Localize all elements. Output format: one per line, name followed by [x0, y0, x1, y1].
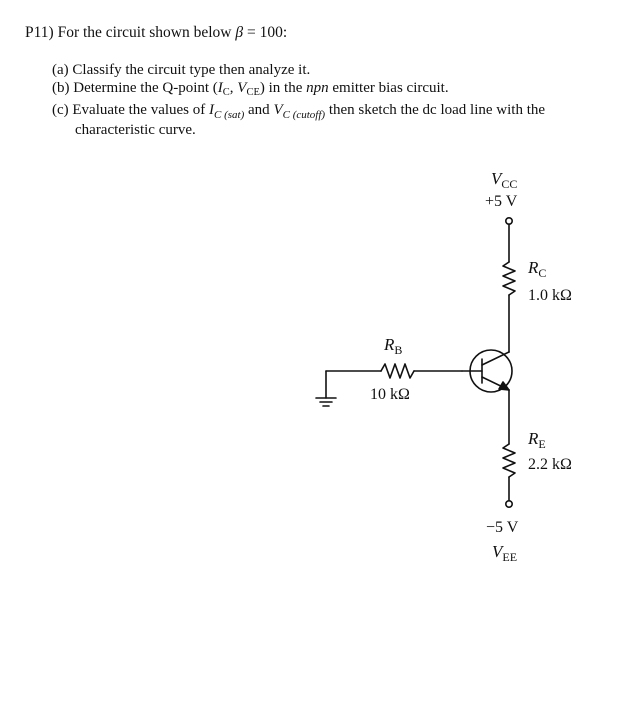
- part-a-text: (a) Classify the circuit type then analyze it.: [52, 62, 311, 78]
- rb-label: $R_B$: [384, 335, 403, 357]
- re-value: 2.2 kΩ: [528, 456, 572, 473]
- vee-value: −5 V: [486, 519, 519, 536]
- collector-lead: [482, 352, 509, 365]
- vcc-label: $V_{CC}$: [491, 169, 518, 191]
- rb-value: 10 kΩ: [370, 386, 410, 403]
- re-resistor: [503, 444, 515, 477]
- problem-title: P11) For the circuit shown below β = 100:: [25, 24, 288, 41]
- part-c-text: (c) Evaluate the values of $I_{C (sat)}$ and $V_{C (cutoff)}$ then sketch the dc load line with the: [52, 102, 546, 121]
- re-label: $R_E$: [528, 429, 546, 451]
- vcc-value: +5 V: [485, 193, 518, 210]
- part-c-text-line2: characteristic curve.: [75, 122, 196, 138]
- part-b-text: (b) Determine the Q-point ($I_C$, $V_{CE}$) in the npn emitter bias circuit.: [52, 80, 449, 98]
- vee-label: $V_{EE}$: [492, 542, 518, 564]
- rc-resistor: [503, 262, 515, 295]
- beta-symbol: β: [235, 24, 244, 41]
- rb-resistor: [381, 364, 414, 378]
- vee-terminal: [506, 501, 512, 507]
- rc-label: $R_C$: [528, 258, 547, 280]
- rc-value: 1.0 kΩ: [528, 287, 572, 304]
